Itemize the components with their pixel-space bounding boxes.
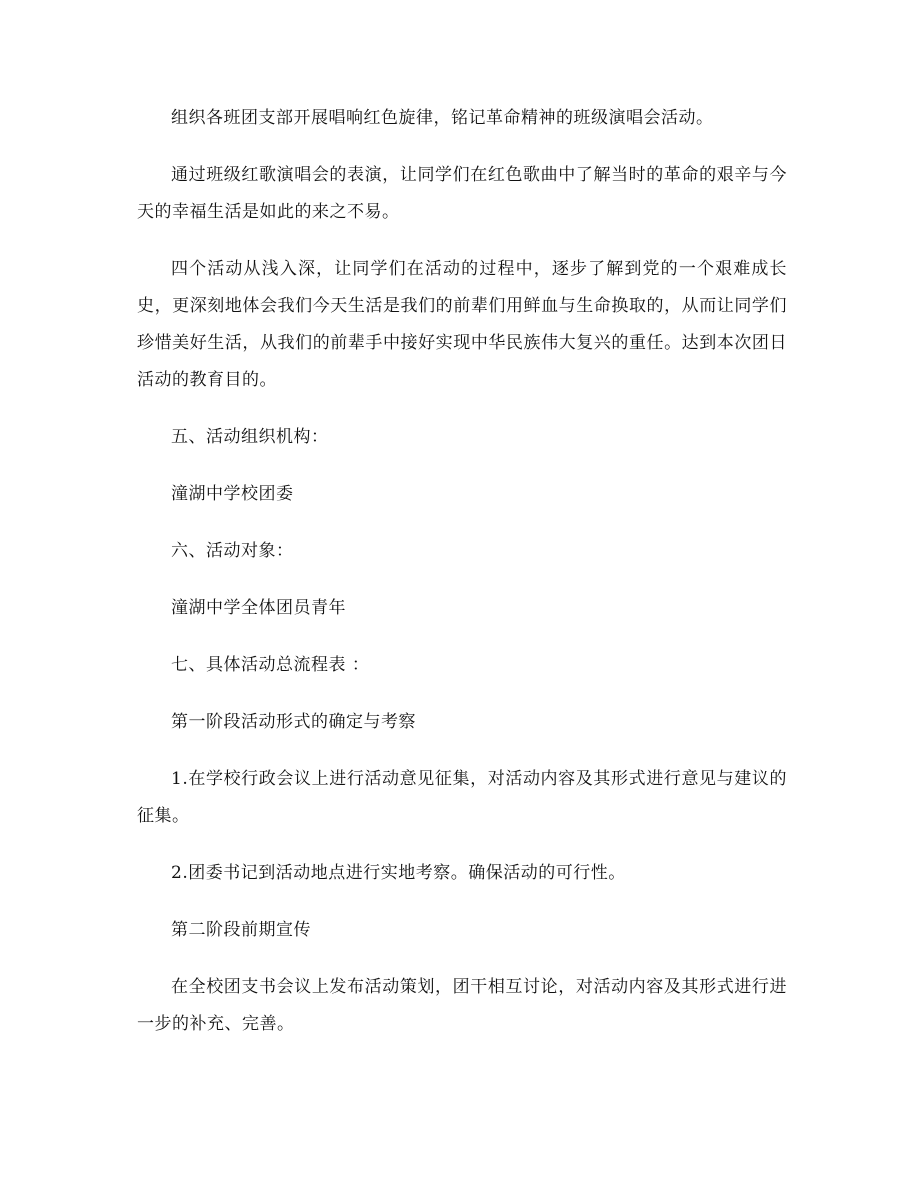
paragraph-stage-one-item-1: 1.在学校行政会议上进行活动意见征集，对活动内容及其形式进行意见与建议的征集。 xyxy=(137,769,787,826)
heading-target-audience: 六、活动对象： xyxy=(171,541,294,561)
paragraph-stage-one-item-2: 2.团委书记到活动地点进行实地考察。确保活动的可行性。 xyxy=(171,863,626,883)
paragraph-four-activities: 四个活动从浅入深，让同学们在活动的过程中，逐步了解到党的一个艰难成长史，更深刻地体会我们今天生活是我们的前辈们用鲜血与生命换取的，从而让同学们珍惜美好生活，从我们的前辈手中接好实现中华民族伟大复兴的重任。达到本次团日活动的教育目的。 xyxy=(137,259,787,390)
heading-stage-one: 第一阶段活动形式的确定与考察 xyxy=(171,712,416,732)
document-body xyxy=(137,100,787,1063)
heading-stage-two: 第二阶段前期宣传 xyxy=(171,920,311,940)
paragraph-organizer-name: 潼湖中学校团委 xyxy=(171,484,294,504)
heading-process-table: 七、具体活动总流程表 ： xyxy=(171,655,370,675)
paragraph-activity-intro: 组织各班团支部开展唱响红色旋律，铭记革命精神的班级演唱会活动。 xyxy=(171,108,714,128)
heading-organizer: 五、活动组织机构： xyxy=(171,427,329,447)
paragraph-stage-two-detail: 在全校团支书会议上发布活动策划，团干相互讨论，对活动内容及其形式进行进一步的补充、完善。 xyxy=(137,977,787,1034)
paragraph-red-song-concert: 通过班级红歌演唱会的表演，让同学们在红色歌曲中了解当时的革命的艰辛与今天的幸福生活是如此的来之不易。 xyxy=(137,165,787,222)
paragraph-target-audience: 潼湖中学全体团员青年 xyxy=(171,598,346,618)
